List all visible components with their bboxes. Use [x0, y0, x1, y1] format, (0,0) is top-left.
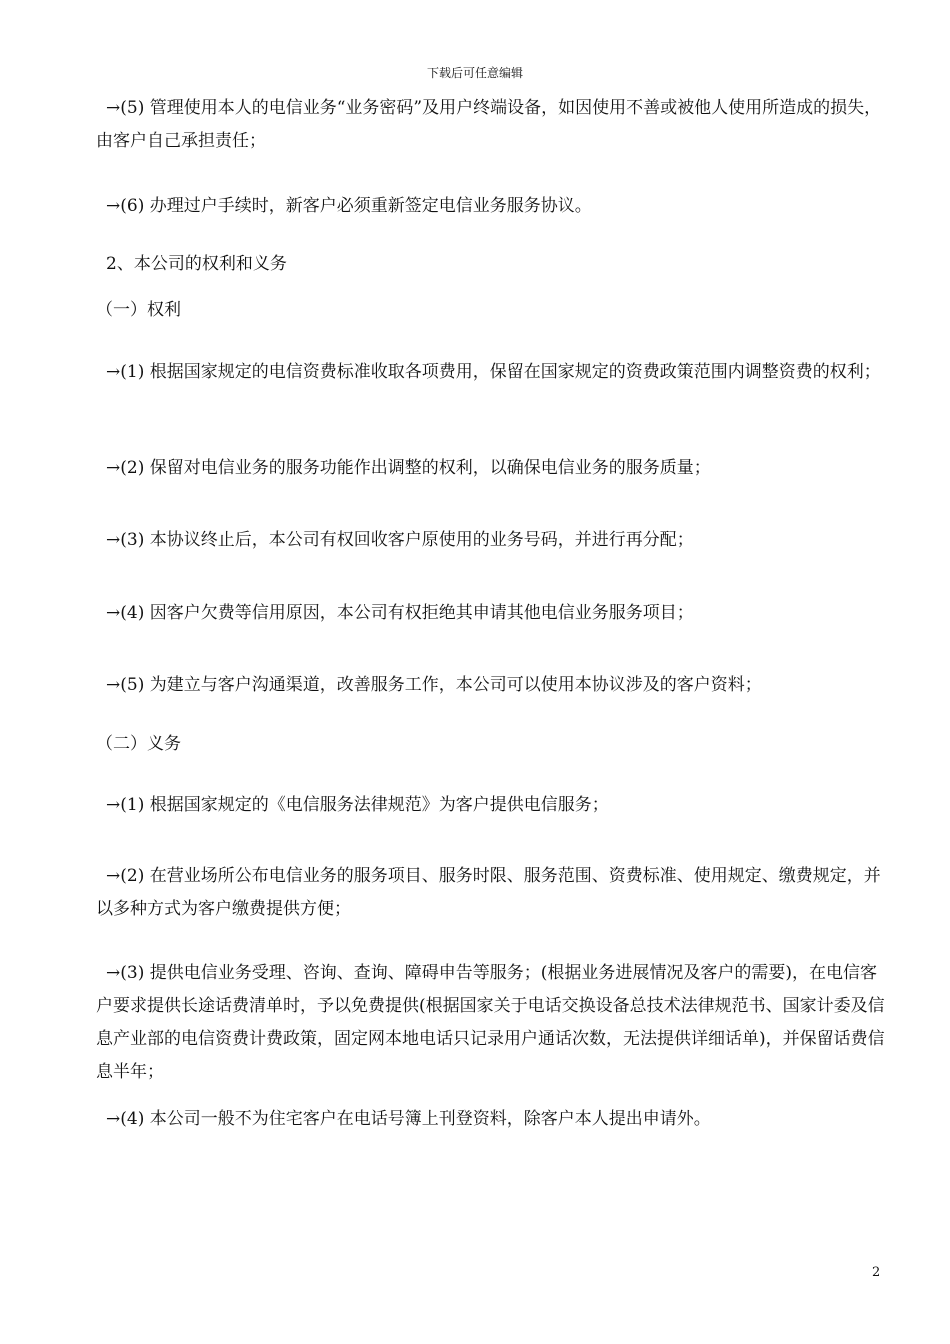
- section-heading-company-rights-duties: 2、本公司的权利和义务: [106, 254, 287, 274]
- clause-duties-2: →(2) 在营业场所公布电信业务的服务项目、服务时限、服务范围、资费标准、使用规定、缴费规定，并以多种方式为客户缴费提供方便；: [96, 866, 881, 919]
- clause-user-6: →(6) 办理过户手续时，新客户必须重新签定电信业务服务协议。: [106, 196, 592, 216]
- subsection-heading-rights: （一）权利: [96, 300, 181, 320]
- subsection-heading-duties: （二）义务: [96, 734, 181, 754]
- clause-user-5: →(5) 管理使用本人的电信业务“业务密码”及用户终端设备，如因使用不善或被他人使用所造成的损失，由客户自己承担责任；: [96, 98, 882, 151]
- page-number: 2: [872, 1265, 881, 1280]
- clause-duties-1: →(1) 根据国家规定的《电信服务法律规范》为客户提供电信服务；: [106, 795, 609, 815]
- clause-rights-4: →(4) 因客户欠费等信用原因，本公司有权拒绝其申请其他电信业务服务项目；: [106, 603, 694, 623]
- page-header: 下载后可任意编辑: [426, 66, 523, 80]
- clause-rights-2: →(2) 保留对电信业务的服务功能作出调整的权利，以确保电信业务的服务质量；: [106, 458, 711, 478]
- clause-rights-3: →(3) 本协议终止后，本公司有权回收客户原使用的业务号码，并进行再分配；: [106, 530, 694, 550]
- clause-rights-1: →(1) 根据国家规定的电信资费标准收取各项费用，保留在国家规定的资费政策范围内调整资费的权利；: [106, 362, 881, 382]
- clause-rights-5: →(5) 为建立与客户沟通渠道，改善服务工作，本公司可以使用本协议涉及的客户资料；: [106, 675, 762, 695]
- clause-duties-4: →(4) 本公司一般不为住宅客户在电话号簿上刊登资料，除客户本人提出申请外。: [106, 1109, 711, 1129]
- clause-duties-3: →(3) 提供电信业务受理、咨询、查询、障碍申告等服务；(根据业务进展情况及客户的需要)，在电信客户要求提供长途话费清单时，予以免费提供(根据国家关于电话交换设备总技术法律规范书、国家计委及信息产业部的电信资费计费政策，固定网本地电话只记录用户通话次数，无法提供详细话单)，并保留话费信息半年；: [96, 963, 885, 1082]
